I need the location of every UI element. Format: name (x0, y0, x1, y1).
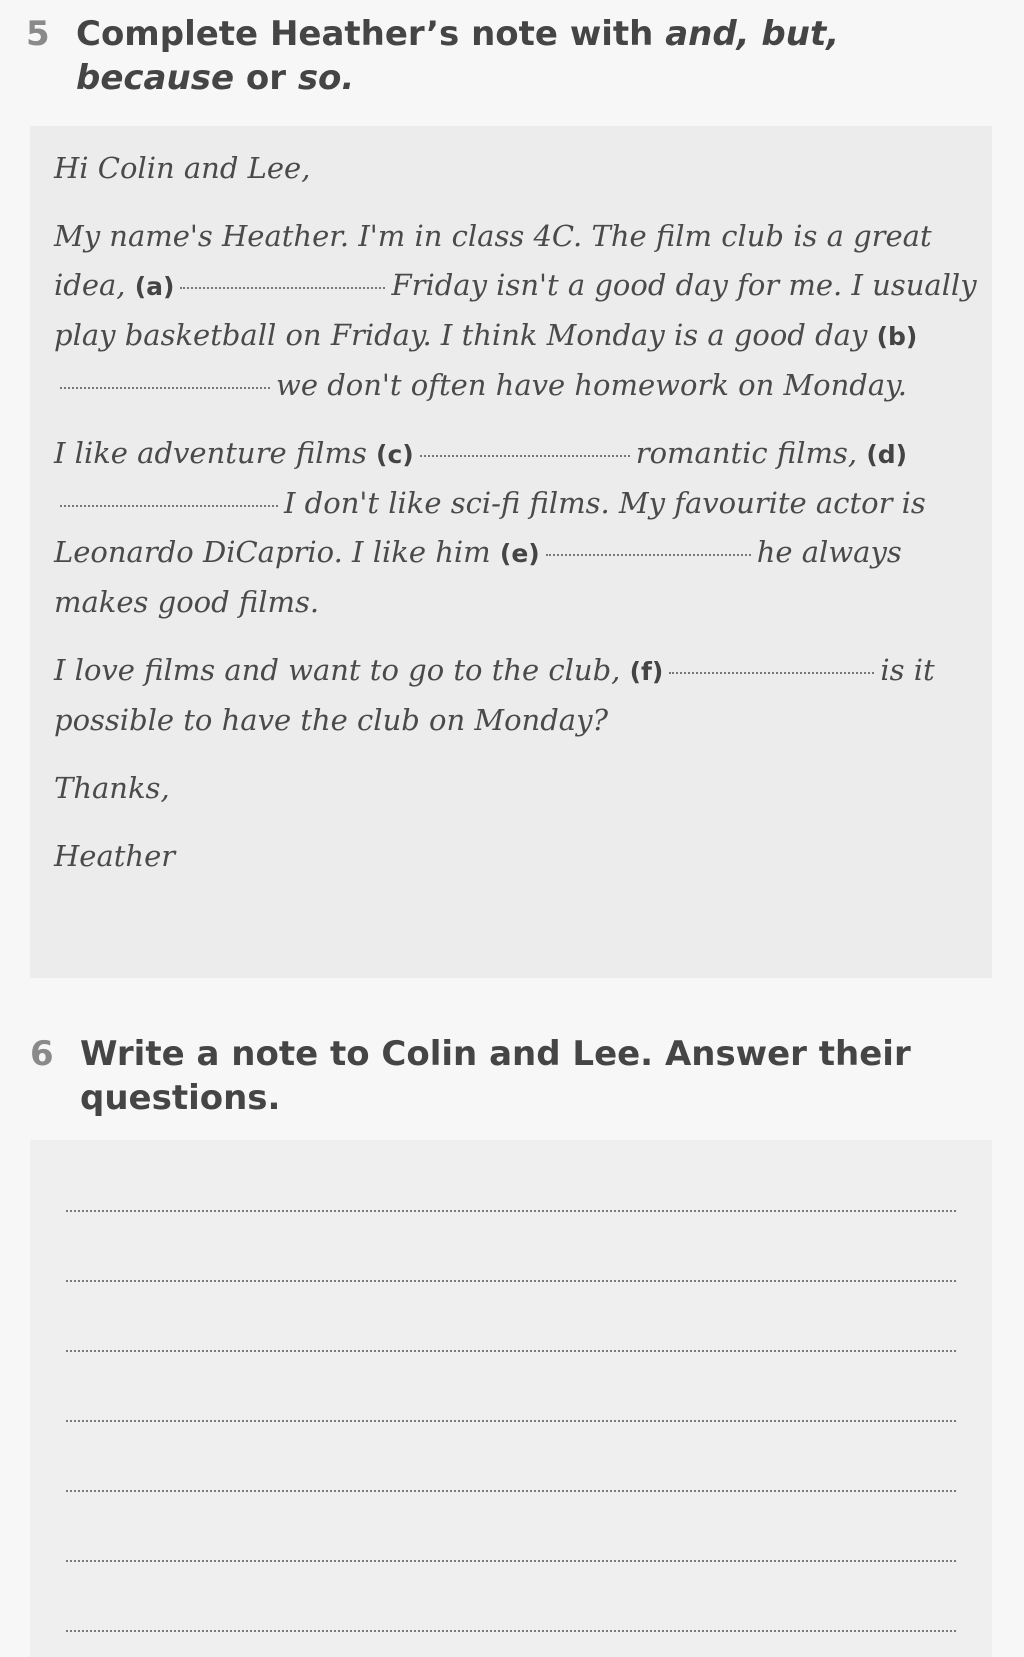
note-paragraph-3: I love films and want to go to the club, (f) is it possible to have the club on Monday? (54, 653, 935, 737)
answer-line[interactable] (66, 1630, 956, 1632)
exercise-number: 5 (26, 14, 50, 54)
gap-label-f: (f) (629, 657, 664, 686)
gap-label-a: (a) (134, 272, 175, 301)
gap-blank-f[interactable] (669, 672, 874, 674)
gap-blank-b[interactable] (60, 387, 270, 389)
note-closing: Thanks, (54, 771, 170, 805)
answer-panel (30, 1140, 992, 1657)
gap-label-e: (e) (499, 539, 540, 568)
answer-line[interactable] (66, 1420, 956, 1422)
note-paragraph-2: I like adventure films (c) romantic films, (d)I don't like sci-fi films. My favourite actor is Leonardo DiCaprio. I like him (e) he always makes good films. (54, 436, 926, 619)
note-greeting: Hi Colin and Lee, (54, 151, 311, 185)
exercise-instruction: Write a note to Colin and Lee. Answer their questions. (80, 1034, 911, 1118)
gap-blank-d[interactable] (60, 505, 278, 507)
gap-blank-c[interactable] (420, 455, 630, 457)
heather-note (54, 144, 979, 900)
gap-blank-e[interactable] (546, 554, 751, 556)
answer-line[interactable] (66, 1560, 956, 1562)
note-paragraph-1: My name's Heather. I'm in class 4C. The film club is a great idea, (a) Friday isn't a good day for me. I usually play basketball on Friday. I think Monday is a good day (b)we don't often have homework on Monday. (54, 219, 977, 402)
note-panel (30, 126, 992, 978)
exercise-number: 6 (30, 1034, 54, 1074)
exercise-instruction: Complete Heather’s note with and, but, because or so. (76, 14, 840, 98)
gap-label-b: (b) (876, 322, 918, 351)
gap-label-d: (d) (866, 440, 908, 469)
answer-line[interactable] (66, 1210, 956, 1212)
gap-label-c: (c) (376, 440, 414, 469)
note-signature: Heather (54, 839, 176, 873)
exercise-6-heading (30, 1032, 970, 1120)
answer-line[interactable] (66, 1280, 956, 1282)
answer-line[interactable] (66, 1350, 956, 1352)
gap-blank-a[interactable] (180, 287, 385, 289)
answer-line[interactable] (66, 1490, 956, 1492)
exercise-5-heading (26, 12, 986, 100)
